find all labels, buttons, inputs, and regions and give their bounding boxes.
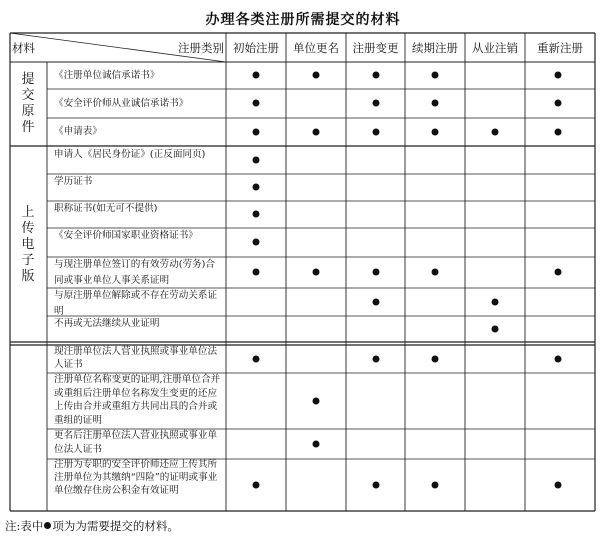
required-mark-dot [432,72,439,79]
required-mark-dot [313,129,320,136]
required-mark-dot [373,129,380,136]
group-label-electronic: 上传电子版 [21,205,35,284]
footnote-prefix: 注:表中 [5,519,44,533]
table-row: 《注册单位诚信承诺书》 [54,69,160,81]
group-label-originals: 提交原件 [21,72,35,135]
required-mark-dot [373,100,380,107]
table-row: 学历证书 [54,176,93,187]
required-mark-dot [373,356,380,363]
required-mark-dot [432,482,439,489]
column-header: 初始注册 [233,40,279,55]
required-mark-dot [313,441,320,448]
required-mark-dot [432,129,439,136]
required-mark-dot [313,398,320,405]
required-mark-dot [253,356,260,363]
required-mark-dot [253,482,260,489]
column-header: 续期注册 [412,40,458,55]
corner-label-category: 注册类别 [178,41,224,55]
bullet-icon [44,522,51,529]
column-header: 单位更名 [293,40,339,55]
required-mark-dot [373,482,380,489]
table-row: 申请人《居民身份证》(正反面同页) [54,149,206,160]
required-mark-dot [253,184,260,191]
required-mark-dot [555,356,562,363]
required-mark-dot [555,72,562,79]
required-mark-dot [253,100,260,107]
required-mark-dot [555,100,562,107]
footnote [5,518,179,534]
column-header: 注册变更 [352,40,399,55]
column-header: 从业注销 [472,40,518,55]
required-mark-dot [373,269,380,276]
table-row: 《安全评价师国家职业资格证书》 [54,230,198,241]
footnote-suffix: 项为为需要提交的材料。 [52,519,179,533]
table-row: 《申请表》 [54,126,102,138]
required-mark-dot [555,129,562,136]
required-mark-dot [432,356,439,363]
required-mark-dot [253,129,260,136]
required-mark-dot [373,299,380,306]
table-row: 注册单位名称变更的证明,注册单位合并或重组后注册单位名称发生变更的还应上传由合并或重组方共同出具的合并或重组的证明 [54,374,221,426]
table-row: 职称证书(如无可不提供) [54,203,158,214]
table-row: 注册为专职的安全评价师还应上传其所注册单位为其缴纳“四险”的证明或事业单位缴存住房公积金有效证明 [54,459,218,496]
required-mark-dot [253,211,260,218]
table-row: 与原注册单位解除或不存在劳动关系证明 [54,290,218,316]
required-mark-dot [253,239,260,246]
table-row: 与现注册单位签订的有效劳动(劳务)合同或事业单位人事关系证明 [54,259,215,286]
corner-label-material: 材料 [12,41,35,55]
required-mark-dot [313,72,320,79]
required-mark-dot [555,482,562,489]
required-mark-dot [253,72,260,79]
table-row: 现注册单位法人营业执照或事业单位法人证书 [54,346,218,370]
required-mark-dot [555,269,562,276]
required-mark-dot [432,100,439,107]
required-mark-dot [492,299,499,306]
table-row: 不再或无法继续从业证明 [54,318,160,329]
required-mark-dot [492,326,499,333]
required-mark-dot [253,269,260,276]
required-mark-dot [432,269,439,276]
column-header: 重新注册 [537,40,583,55]
table-row: 《安全评价师从业诚信承诺书》 [54,97,189,109]
table-row: 更名后注册单位法人营业执照或事业单位法人证书 [54,430,218,455]
page-title: 办理各类注册所需提交的材料 [205,12,401,28]
required-mark-dot [492,129,499,136]
required-mark-dot [373,72,380,79]
required-mark-dot [313,269,320,276]
required-mark-dot [253,157,260,164]
